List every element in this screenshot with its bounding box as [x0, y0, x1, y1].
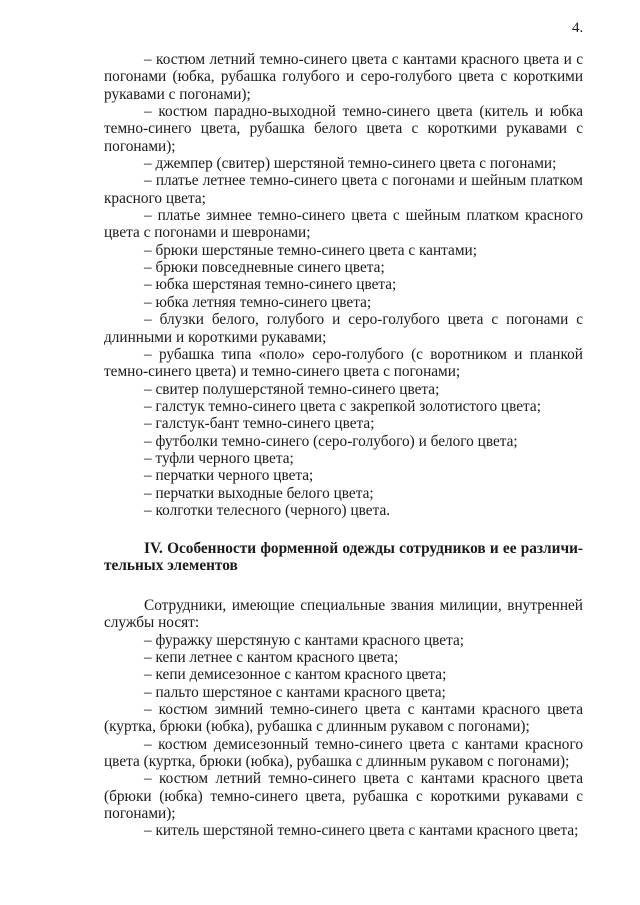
list-item: – свитер полушерстяной темно-синего цвета; — [144, 380, 440, 398]
list-item: – костюм парадно-выходной темно-синего цвета (китель и юбка темно-синего цвета, рубашка белого цвета с короткими рукавами с погонами); — [104, 103, 583, 155]
section-4-body — [104, 597, 583, 840]
list-item: – костюм демисезонный темно-синего цвета с кантами красного цвета (куртка, брюки (юбка), рубашка с длинным рукавом с погонами); — [104, 735, 583, 771]
list-item: – кепи летнее с кантом красного цвета; — [144, 649, 399, 667]
list-item: – футболки темно-синего (серо-голубого) и белого цвета; — [144, 432, 518, 450]
list-item: – юбка шерстяная темно-синего цвета; — [144, 276, 397, 294]
list-item: – перчатки выходные белого цвета; — [144, 484, 374, 502]
uniform-items-list — [104, 51, 583, 519]
list-item: – фуражку шерстяную с кантами красного цвета; — [144, 631, 464, 649]
list-item: – блузки белого, голубого и серо-голубого цвета с погонами с длинными и короткими рукавами; — [104, 311, 583, 346]
list-item: – костюм летний темно-синего цвета с кантами красного цвета (брюки (юбка) темно-синего цвета, рубашка с короткими рукавами с погонами); — [104, 770, 583, 823]
list-item: – брюки повседневные синего цвета; — [144, 259, 385, 277]
section-intro: Сотрудники, имеющие специальные звания милиции, внутренней службы носят: — [104, 597, 583, 632]
list-item: – колготки телесного (черного) цвета. — [144, 501, 391, 519]
list-item: – рубашка типа «поло» серо-голубого (с воротником и планкой темно-синего цвета) и темно-синего цвета с погонами; — [104, 345, 583, 381]
list-item: – костюм зимний темно-синего цвета с кантами красного цвета (куртка, брюки (юбка), рубашка с длинным рукавом с погонами); — [104, 701, 583, 736]
section-heading: IV. Особенности форменной одежды сотрудников и ее различи-тельных элементов — [104, 540, 583, 575]
list-item: – брюки шерстяные темно-синего цвета с кантами; — [144, 241, 477, 259]
list-item: – юбка летняя темно-синего цвета; — [144, 293, 372, 311]
list-item: – платье зимнее темно-синего цвета с шейным платком красного цвета с погонами и шевронами; — [104, 207, 583, 242]
list-item: – костюм летний темно-синего цвета с кантами красного цвета и с погонами (юбка, рубашка голубого и серо-голубого цвета с короткими рукавами с погонами); — [104, 51, 583, 103]
list-item: – джемпер (свитер) шерстяной темно-синего цвета с погонами; — [144, 155, 557, 173]
page-number: 4. — [572, 20, 584, 36]
list-item: – туфли черного цвета; — [144, 449, 294, 467]
list-item: – платье летнее темно-синего цвета с погонами и шейным платком красного цвета; — [104, 172, 583, 207]
list-item: – перчатки черного цвета; — [144, 467, 314, 485]
list-item: – кепи демисезонное с кантом красного цвета; — [144, 666, 447, 684]
section-4-items — [104, 632, 583, 840]
list-item: – галстук-бант темно-синего цвета; — [144, 415, 375, 433]
list-item: – китель шерстяной темно-синего цвета с кантами красного цвета; — [144, 822, 579, 840]
list-item: – пальто шерстяное с кантами красного цвета; — [144, 683, 446, 701]
list-item: – галстук темно-синего цвета с закрепкой золотистого цвета; — [144, 397, 541, 415]
